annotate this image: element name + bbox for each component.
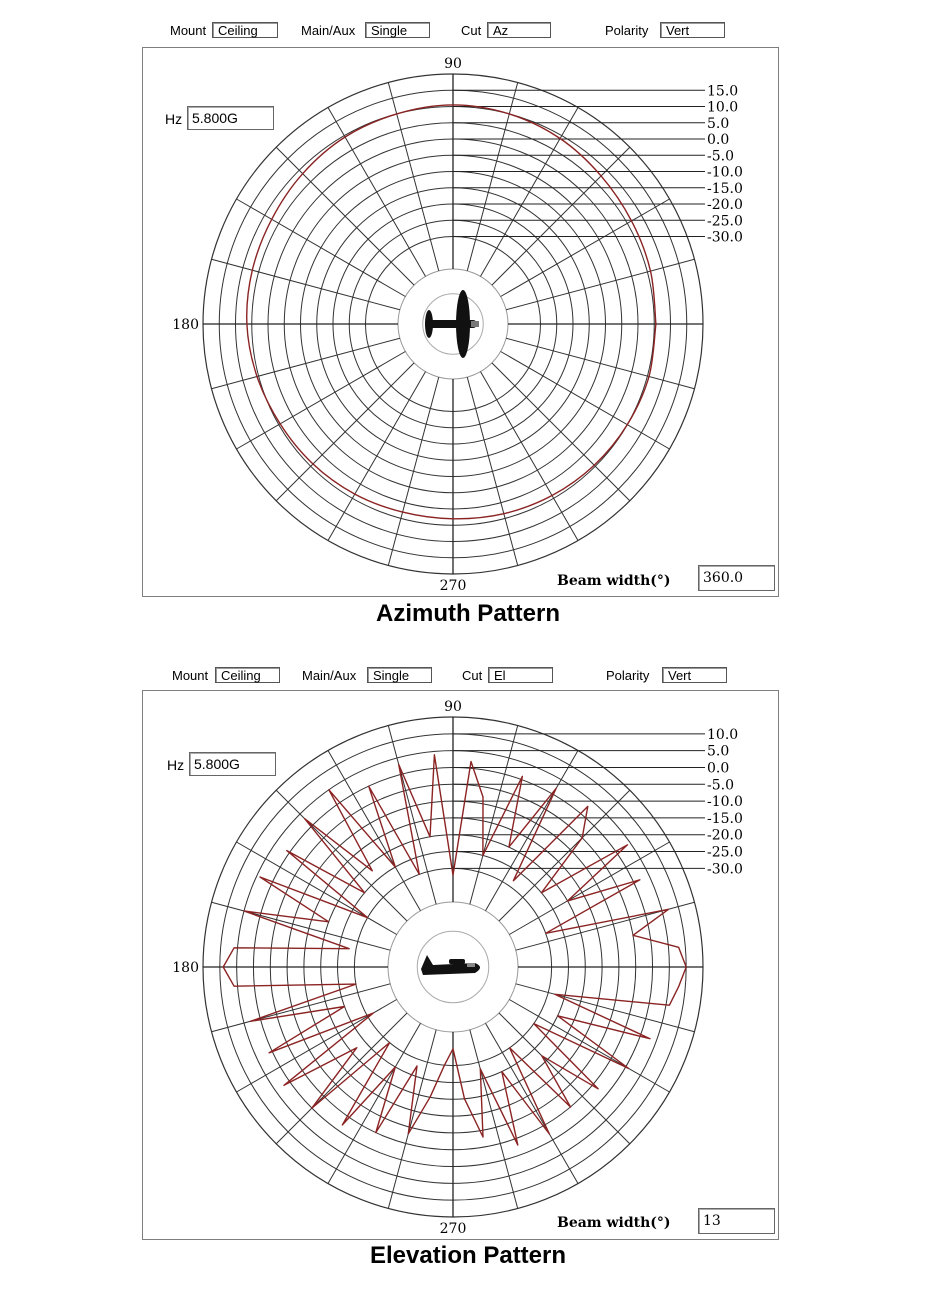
radial-tick-label: -25.0 <box>707 213 743 230</box>
angle-label-90: 90 <box>444 699 462 715</box>
grid-spoke <box>486 1023 579 1183</box>
mainaux-field[interactable]: Single <box>365 22 430 38</box>
mount-field[interactable]: Ceiling <box>215 667 280 683</box>
hz-label: Hz <box>165 111 183 127</box>
radial-tick-label: 15.0 <box>707 83 739 100</box>
grid-spoke <box>467 83 517 271</box>
beam-width-label: Beam width(°) <box>557 573 671 589</box>
radial-tick-label: -10.0 <box>707 794 743 811</box>
angle-label-180: 180 <box>172 317 199 333</box>
grid-spoke <box>276 147 414 285</box>
radial-tick-label: -15.0 <box>707 810 743 827</box>
azimuth-title: Azimuth Pattern <box>375 600 560 627</box>
angle-label-180: 180 <box>172 960 199 976</box>
cut-label: Cut <box>461 23 482 38</box>
radial-tick-label: -5.0 <box>707 777 734 794</box>
radial-tick-label: -25.0 <box>707 844 743 861</box>
grid-spoke <box>492 147 630 285</box>
mainaux-label: Main/Aux <box>301 23 356 38</box>
hz-field[interactable]: 5.800G <box>189 752 276 776</box>
grid-spoke <box>506 338 694 388</box>
grid-spoke <box>328 750 421 910</box>
radial-tick-label: -30.0 <box>707 229 743 246</box>
radial-tick-label: 0.0 <box>707 132 730 148</box>
grid-spoke <box>501 352 670 450</box>
beam-width-label: Beam width(°) <box>557 1215 671 1231</box>
grid-spoke <box>328 1023 421 1183</box>
grid-spoke <box>481 107 579 276</box>
elevation-plot-panel <box>142 690 779 1240</box>
angle-label-270: 270 <box>439 578 467 594</box>
radial-tick-label: 10.0 <box>707 99 739 116</box>
polarity-field[interactable]: Vert <box>662 667 727 683</box>
grid-spoke <box>328 372 426 541</box>
hz-field[interactable]: 5.800G <box>187 106 274 130</box>
cut-label: Cut <box>462 668 483 683</box>
beam-width-field[interactable]: 360.0 <box>698 565 775 591</box>
mainaux-field[interactable]: Single <box>367 667 432 683</box>
polarity-label: Polarity <box>606 668 650 683</box>
angle-label-90: 90 <box>444 56 462 72</box>
grid-spoke <box>328 107 426 276</box>
elevation-title: Elevation Pattern <box>369 1242 567 1269</box>
cut-field[interactable]: El <box>488 667 553 683</box>
radial-tick-label: -30.0 <box>707 861 743 878</box>
grid-spoke <box>388 377 438 565</box>
azimuth-polar-chart <box>143 48 780 598</box>
grid-spoke <box>467 377 517 565</box>
radial-tick-label: 0.0 <box>707 760 730 777</box>
grid-spoke <box>509 1000 669 1093</box>
cut-field[interactable]: Az <box>487 22 551 38</box>
grid-spoke <box>212 259 400 309</box>
grid-spoke <box>236 199 405 297</box>
radial-tick-label: -15.0 <box>707 180 743 197</box>
grid-spoke <box>506 259 694 309</box>
radial-tick-label: 10.0 <box>707 726 739 743</box>
hz-label: Hz <box>167 757 185 773</box>
beam-width-field[interactable]: 13 <box>698 1208 775 1234</box>
grid-spoke <box>236 352 405 450</box>
mainaux-label: Main/Aux <box>302 668 357 683</box>
grid-spoke <box>499 1013 630 1144</box>
grid-spoke <box>492 363 630 501</box>
radial-tick-label: -5.0 <box>707 148 734 165</box>
azimuth-plot-panel <box>142 47 779 597</box>
polarity-label: Polarity <box>605 23 649 38</box>
grid-spoke <box>509 842 669 935</box>
pattern-trace <box>247 105 656 519</box>
grid-spoke <box>276 1013 407 1144</box>
grid-spoke <box>276 363 414 501</box>
angle-label-270: 270 <box>439 1221 467 1237</box>
azimuth-header <box>0 22 936 46</box>
grid-spoke <box>212 338 400 388</box>
radial-tick-label: -20.0 <box>707 827 743 844</box>
elevation-header <box>0 667 936 691</box>
mount-label: Mount <box>170 23 207 38</box>
radial-tick-label: 5.0 <box>707 115 730 132</box>
grid-spoke <box>499 790 630 921</box>
polarity-field[interactable]: Vert <box>660 22 725 38</box>
radial-tick-label: -10.0 <box>707 164 743 181</box>
grid-spoke <box>388 83 438 271</box>
radial-tick-label: -20.0 <box>707 197 743 213</box>
airplane-side-view-icon <box>421 955 480 975</box>
radial-tick-label: 5.0 <box>707 743 730 760</box>
mount-label: Mount <box>172 668 209 683</box>
mount-field[interactable]: Ceiling <box>212 22 278 38</box>
